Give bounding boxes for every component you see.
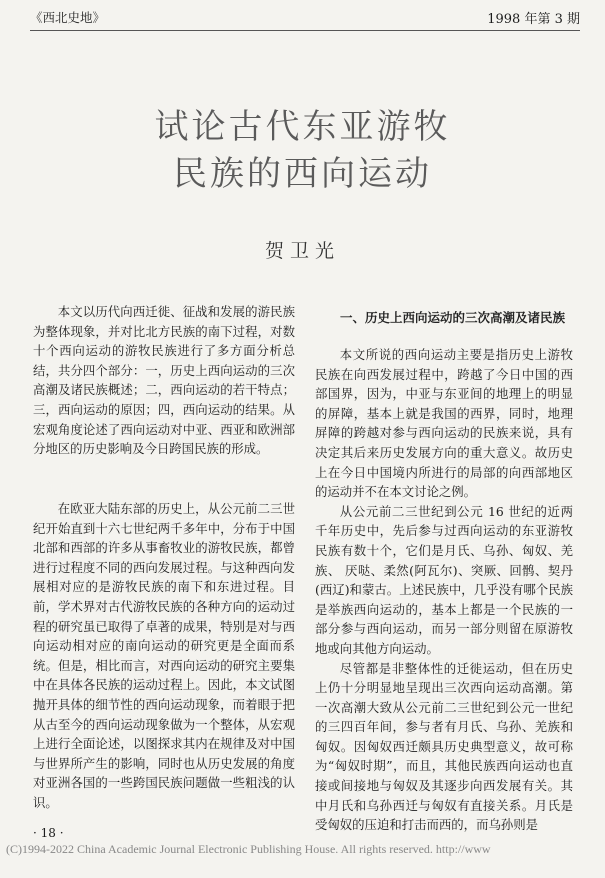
section-paragraph-3: 尽管都是非整体性的迁徙运动，但在历史上仍十分明显地呈现出三次西向运动高潮。第一次高潮大致从公元前二三世纪到公元一世纪的三四百年间，参与者有月氏、乌孙、羌族和匈奴。因匈奴西迁颇具历史典型意义，故可称为“匈奴时期”，而且，其他民族西向运动也直接或间接地与匈奴及其逐步向西发展有关。其中月氏和乌孙西迁与匈奴有直接关系。月氏是受匈奴的压迫和打击而西的，而乌孙则是 [315,660,573,833]
journal-name: 《西北史地》 [30,10,106,25]
abstract-text: 本文以历代向西迁徙、征战和发展的游民族为整体现象，并对比北方民族的南下过程，对数十个西向运动的游牧民族进行了多方面分析总结，共分四个部分：一，历史上西向运动的三次高潮及诸民族概述；二，西向运动的若干特点；三，西向运动的原因；四，西向运动的结果。从宏观角度论述了西向运动对中亚、西亚和欧洲部分地区的历史影响及今日跨国民族的形成。 [33,304,295,457]
page-number: · 18 · [33,826,64,840]
intro-column [33,499,295,813]
right-column [315,345,573,835]
section-heading: 一、历史上西向运动的三次高潮及诸民族 [340,310,566,325]
abstract [33,302,295,459]
section-paragraph-1: 本文所说的西向运动主要是指历史上游牧民族在向西发展过程中，跨越了今日中国的西部国界，因为，中亚与东亚间的地理上的明显的屏障，基本上就是我国的西界，同时，地理屏障的跨越对参与西向运动的民族来说，具有决定其后来历史发展方向的重大意义。故历史上在今日中国境内所进行的局部的向西部地区的运动并不在本文讨论之例。 [315,347,573,500]
author: 贺卫光 [264,240,340,262]
title-line-2: 民族的西向运动 [173,154,432,194]
title-line-1: 试论古代东亚游牧 [154,107,451,147]
issue-label: 1998 年第 3 期 [487,12,580,27]
section-paragraph-2: 从公元前二三世纪到公元 16 世纪的近两千年历史中，先后参与过西向运动的东亚游牧民族有数十个，它们是月氏、乌孙、匈奴、羌族、 厌哒、柔然(阿瓦尔)、突厥、回鹘、契丹(西辽)和蒙古。上述民族中，几乎没有哪个民族是举族西向运动的，基本上都是一个民族的一部分参与西向运动，而另一部分则留在原游牧地或向其他方向运动。 [315,503,573,656]
intro-paragraph: 在欧亚大陆东部的历史上，从公元前二三世纪开始直到十六七世纪两千多年中，分布于中国北部和西部的许多从事畜牧业的游牧民族，都曾进行过程度不同的西向发展过程。与这种西向发展相对应的是游牧民族的南下和东进过程。目前，学术界对古代游牧民族的各种方向的运动过程的研究虽已取得了卓著的成果，特别是对与西向运动相对应的南向运动的研究更是全面而系统。但是，相比而言，对西向运动的研究主要集中在具体各民族的运动过程上。因此，本文试图抛开具体的细节性的西向运动现象，而着眼于把从古至今的西向运动现象做为一个整体，从宏观上进行全面论述，以图探求其内在规律及对中国与世界所产生的影响，同时也从历史发展的角度对亚洲各国的一些跨国民族问题做一些粗浅的认识。 [33,501,295,810]
header-rule [30,30,580,31]
copyright-footer: (C)1994-2022 China Academic Journal Electronic Publishing House. All rights reserved. http://www [6,842,491,856]
